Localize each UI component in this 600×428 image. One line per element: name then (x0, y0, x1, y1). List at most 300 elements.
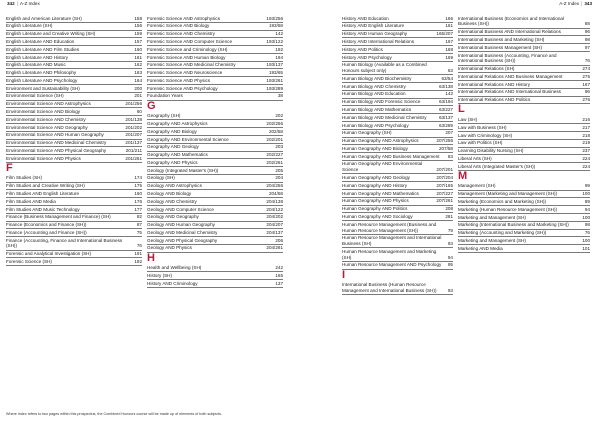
course-name: Film Studies (SH) (6, 175, 42, 181)
course-name: Environment and Sustainability (SH) (6, 85, 80, 91)
index-entry (147, 62, 283, 70)
page-reference: 201/137 (125, 140, 142, 146)
course-name: English and American Literature (SH) (6, 15, 82, 21)
course-name: Environmental Science AND Physics (6, 155, 81, 161)
page-reference: 63/138 (438, 83, 453, 89)
course-name: Human Resource Management and Marketing (SH) (342, 248, 437, 260)
index-entry (6, 258, 142, 266)
page-reference: 93 (447, 288, 453, 294)
course-name: Film Studies AND Media (6, 198, 56, 204)
index-entry (458, 81, 590, 89)
page-reference: 193/261 (266, 77, 283, 83)
index-entry (342, 75, 453, 83)
footnote: Where index refers to two pages within this prospectus, the Combined Honours course will be made up of elements of both subjects. (6, 412, 223, 416)
index-entry (458, 191, 590, 199)
index-entry (147, 198, 283, 206)
section-letter: L (458, 103, 465, 116)
page-reference: 203 (275, 144, 283, 150)
index-entry (342, 130, 453, 138)
index-entry (6, 108, 142, 116)
page-reference: 101 (582, 245, 590, 251)
index-entry (6, 31, 142, 39)
course-name: International Relations AND History (458, 81, 531, 87)
course-name: Management (Marketing and Management (SH)) (458, 191, 558, 197)
index-entry (342, 106, 453, 114)
index-entry (6, 206, 142, 214)
index-entry (342, 153, 453, 161)
index-entry (458, 66, 590, 74)
page-reference: 174 (134, 175, 142, 181)
index-entry (342, 23, 453, 31)
course-name: Forensic Science and Criminology (SH) (147, 46, 228, 52)
index-entry (342, 235, 453, 249)
page-reference: 207/58 (438, 145, 453, 151)
course-name: Geography AND Physics (147, 159, 198, 165)
index-entry (342, 248, 453, 262)
course-name: Human Geography AND Sociology (342, 213, 413, 219)
page-reference: 242 (275, 265, 283, 271)
page-reference: 93 (447, 241, 453, 247)
page-reference: 204 (275, 175, 283, 181)
page-reference: 63/194 (438, 99, 453, 105)
index-entry (147, 229, 283, 237)
index-entry (6, 116, 142, 124)
index-entry (6, 38, 142, 46)
course-name: International Relations AND Politics (458, 97, 531, 103)
index-entry (6, 183, 142, 191)
index-entry (6, 140, 142, 148)
index-entry (342, 190, 453, 198)
index-entry (147, 222, 283, 230)
index-entry (458, 97, 590, 105)
page-reference: 63/289 (438, 122, 453, 128)
course-name: History AND Human Geography (342, 31, 408, 37)
page-reference: 63/227 (438, 106, 453, 112)
page-reference: 194 (275, 54, 283, 60)
page-reference: 94 (447, 254, 453, 260)
course-name: Human Geography AND Astrophysics (342, 138, 419, 144)
page-reference: 207/204 (436, 175, 453, 181)
index-column-1 (6, 15, 142, 266)
right-page-header: A-Z Index | 343 (559, 1, 592, 6)
index-entry (458, 163, 590, 171)
index-entry (147, 214, 283, 222)
course-name: Forensic Science AND Physics (147, 77, 211, 83)
page-reference: 204/58 (268, 191, 283, 196)
course-name: Marketing AND Media (458, 245, 503, 251)
course-name: Human Biology AND Forensic Science (342, 99, 421, 105)
course-name: History AND Politics (342, 46, 383, 52)
course-name: Film Studies and Creative Writing (SH) (6, 183, 85, 189)
page-reference: 208 (445, 206, 453, 212)
course-name: Forensic Science AND Human Biology (147, 54, 226, 60)
page-reference: 202/201 (266, 136, 283, 142)
index-entry (147, 93, 283, 101)
index-entry (342, 62, 453, 76)
right-page-number: 343 (584, 1, 592, 6)
index-entry (458, 15, 590, 29)
course-name: Geography AND Environmental Science (147, 136, 229, 142)
index-entry (342, 221, 453, 235)
course-name: Forensic Science AND Computer Science (147, 38, 233, 44)
course-name: Liberal Arts (Integrated Master's (SH)) (458, 163, 536, 169)
index-entry (458, 222, 590, 230)
index-entry (458, 124, 590, 132)
page-reference: 205 (275, 167, 283, 173)
page-reference: 207/256 (436, 138, 453, 144)
course-name: Human Resource Management AND Psychology (342, 262, 442, 268)
page-reference: 165 (275, 273, 283, 279)
course-name: Geology (Integrated Master's (SH)) (147, 167, 219, 173)
course-name: Environmental Science AND Medicinal Chemistry (6, 140, 107, 146)
page-reference: 193/289 (266, 85, 283, 91)
index-entry (6, 93, 142, 101)
course-name: English Literature AND Music (6, 62, 66, 68)
index-entry (6, 190, 142, 198)
page-reference: 204/256 (266, 183, 283, 189)
page-reference: 201/207 (125, 132, 142, 138)
page-reference: 100 (582, 237, 590, 243)
page-reference: 63/137 (438, 114, 453, 120)
course-name: Finance (Business Management and Finance) (SH) (6, 214, 111, 220)
index-entry (458, 155, 590, 163)
course-name: Human Biology AND Psychology (342, 122, 409, 128)
index-entry (342, 91, 453, 99)
page-reference: 202/227 (266, 152, 283, 158)
index-entry (147, 54, 283, 62)
index-entry (6, 251, 142, 259)
course-name: Geology AND Physics (147, 245, 192, 251)
page-reference: 79 (447, 227, 453, 233)
course-name: International Business (Accounting, Finance and International Business (SH)) (458, 52, 557, 64)
course-name: Human Geography AND Business Management (342, 153, 440, 159)
page-reference: 159 (134, 31, 142, 37)
page-reference: 76 (136, 243, 142, 249)
course-name: Geology AND Geography (147, 214, 199, 220)
page-reference: 164 (134, 77, 142, 83)
course-name: Human Geography AND History (342, 182, 408, 188)
page-reference: 202/58 (268, 128, 283, 134)
index-entry (458, 36, 590, 44)
left-page-header: 342 | A-Z Index (7, 1, 40, 6)
index-entry (6, 124, 142, 132)
course-name: Marketing and Management (SH) (458, 237, 526, 243)
course-name: English Literature AND History (6, 54, 69, 60)
course-name: Marketing (Accounting and Marketing (SH)) (458, 230, 547, 236)
index-entry (6, 46, 142, 54)
page-reference: 204/137 (266, 229, 283, 235)
page-reference: 63 (447, 68, 453, 74)
page-reference: 216 (582, 117, 590, 122)
index-entry (147, 280, 283, 288)
course-name: English Literature AND Film Studies (6, 46, 80, 52)
page-reference: 219 (582, 140, 590, 146)
index-entry (458, 237, 590, 245)
course-name: History AND Criminology (147, 280, 198, 286)
section-letter: M (458, 169, 468, 182)
index-entry (458, 140, 590, 148)
index-entry (147, 265, 283, 273)
page-reference: 202 (275, 113, 283, 119)
index-entry (342, 182, 453, 190)
page-reference: 156 (134, 23, 142, 29)
course-name: Geography AND Astrophysics (147, 120, 208, 126)
left-section-title: A-Z Index (19, 1, 40, 6)
page-reference: 137 (275, 280, 283, 286)
index-entry (6, 175, 142, 183)
course-name: Forensic and Analytical Investigation (SH) (6, 251, 92, 257)
index-entry (6, 198, 142, 206)
index-entry (147, 206, 283, 214)
index-entry (458, 44, 590, 52)
page-reference: 158 (134, 15, 142, 21)
page-reference: 98 (584, 222, 590, 228)
course-name: Environmental Science AND Physical Geography (6, 147, 107, 153)
page-reference: 83 (447, 153, 453, 159)
index-entry (458, 29, 590, 37)
page-reference: 204/207 (266, 222, 283, 228)
page-reference: 193/122 (266, 38, 283, 44)
page-reference: 165/207 (436, 31, 453, 37)
page-reference: 89 (584, 199, 590, 205)
page-reference: 224 (582, 155, 590, 161)
course-name: Environmental Science AND Chemistry (6, 116, 86, 122)
right-section-title: A-Z Index (559, 1, 580, 6)
section-letter: H (147, 251, 155, 264)
course-name: Geology AND Physical Geography (147, 237, 218, 243)
index-entry (342, 206, 453, 214)
index-entry (342, 31, 453, 39)
page-reference: 82 (136, 214, 142, 220)
page-reference: 193/256 (266, 15, 283, 21)
index-entry (342, 114, 453, 122)
page-reference: 175 (134, 183, 142, 189)
course-name: Geology AND Human Geography (147, 222, 215, 228)
section-letter: G (147, 99, 156, 112)
index-entry (458, 116, 590, 124)
section-letter: I (342, 268, 346, 281)
page-reference: 207/261 (436, 198, 453, 204)
index-entry (147, 120, 283, 128)
index-entry (6, 15, 142, 23)
index-entry (147, 152, 283, 160)
course-name: Geography AND Geology (147, 144, 199, 150)
page-reference: 217 (582, 124, 590, 130)
index-entry (147, 113, 283, 121)
page-reference: 206 (275, 237, 283, 243)
course-name: Film Studies AND Music Technology (6, 206, 80, 212)
index-entry (6, 147, 142, 155)
page-reference: 99 (584, 183, 590, 189)
page-reference: 160 (134, 191, 142, 196)
course-name: Human Biology AND Medicinal Chemistry (342, 114, 427, 120)
index-entry (147, 167, 283, 175)
left-page-number: 342 (7, 1, 15, 6)
course-name: Environmental Science AND Human Geography (6, 132, 104, 138)
page-reference: 97 (584, 44, 590, 50)
course-name: Forensic Science AND Psychology (147, 85, 218, 91)
course-name: English Literature AND Education (6, 38, 75, 44)
course-name: Human Biology AND Education (342, 91, 406, 97)
index-entry (6, 132, 142, 140)
page-reference: 192 (134, 259, 142, 265)
index-entry (6, 222, 142, 230)
course-name: Forensic Science AND Astrophysics (147, 15, 221, 21)
course-name: Human Geography (SH) (342, 130, 392, 136)
course-name: Law with Criminology (SH) (458, 132, 513, 138)
course-name: History AND English Literature (342, 23, 405, 29)
index-entry (147, 38, 283, 46)
page-reference: 207/165 (436, 182, 453, 188)
page-reference: 201/211 (125, 147, 142, 153)
index-entry (147, 272, 283, 280)
course-name: Forensic Science AND Medicinal Chemistry (147, 62, 236, 68)
course-name: International Business AND International Relations (458, 29, 561, 35)
page-reference: 96 (584, 29, 590, 35)
course-name: Marketing (Human Resource Management (SH)) (458, 206, 558, 212)
course-name: Geology AND Astrophysics (147, 183, 202, 189)
page-reference: 161 (445, 23, 453, 29)
index-entry (342, 138, 453, 146)
index-entry (147, 159, 283, 167)
course-name: Environmental Science AND Geography (6, 124, 88, 130)
course-name: Forensic Science (SH) (6, 259, 52, 265)
course-name: Human Geography AND Politics (342, 206, 408, 212)
index-entry (458, 206, 590, 214)
course-name: Finance (Economics and Finance (SH)) (6, 222, 87, 228)
index-entry (147, 136, 283, 144)
index-entry (458, 132, 590, 140)
course-name: Forensic Science AND Biology (147, 23, 210, 29)
page-reference: 100 (582, 191, 590, 197)
page-reference: 207/201 (436, 167, 453, 173)
page-reference: 201/138 (125, 116, 142, 122)
page-reference: 160 (134, 46, 142, 52)
index-entry (147, 31, 283, 39)
page-reference: 193/65 (268, 70, 283, 76)
course-name: Foundation Years (147, 93, 183, 99)
index-entry (6, 69, 142, 77)
course-name: English Literature AND Philosophy (6, 70, 77, 76)
page-reference: 201/256 (125, 101, 142, 107)
page-reference: 163 (134, 70, 142, 76)
index-entry (6, 101, 142, 109)
index-entry (458, 245, 590, 253)
index-entry (342, 99, 453, 107)
page-reference: 169 (445, 54, 453, 60)
index-entry (6, 54, 142, 62)
course-name: Geography AND Mathematics (147, 152, 208, 158)
course-name: Geography AND Biology (147, 128, 197, 134)
course-name: Geology AND Computer Science (147, 206, 214, 212)
index-entry (6, 77, 142, 85)
page-reference: 224 (582, 163, 590, 169)
page-reference: 75 (136, 229, 142, 235)
page-reference: 204/261 (266, 245, 283, 251)
page-reference: 76 (584, 230, 590, 236)
index-entry (6, 155, 142, 163)
index-entry (147, 69, 283, 77)
page-reference: 218 (582, 132, 590, 138)
page-reference: 167 (582, 81, 590, 87)
index-entry (147, 23, 283, 31)
page-reference: 94 (584, 206, 590, 212)
course-name: International Relations AND Business Management (458, 73, 563, 79)
course-name: Geography (SH) (147, 113, 181, 119)
page-reference: 142 (445, 91, 453, 97)
course-name: Management (SH) (458, 183, 496, 189)
index-entry (458, 89, 590, 97)
course-name: English Literature and Creative Writing (SH) (6, 31, 96, 37)
page-reference: 192 (275, 46, 283, 52)
page-reference: 193/58 (268, 23, 283, 29)
section-letter: F (6, 161, 13, 174)
page-reference: 201/202 (125, 124, 142, 130)
index-column-2 (147, 15, 283, 288)
course-name: Forensic Science AND Neuroscience (147, 70, 223, 76)
index-entry (458, 52, 590, 66)
index-entry (458, 148, 590, 156)
course-name: International Relations AND International Business (458, 89, 561, 95)
course-name: History AND Education (342, 15, 389, 21)
index-entry (342, 38, 453, 46)
course-name: Law (SH) (458, 117, 478, 122)
course-name: Geology AND Medicinal Chemistry (147, 229, 218, 235)
page-reference: 142 (275, 31, 283, 37)
index-entry (342, 174, 453, 182)
page-reference: 100 (582, 214, 590, 220)
course-name: Law with Business (SH) (458, 124, 507, 130)
course-name: History AND Psychology (342, 54, 392, 60)
course-name: Law with Politics (SH) (458, 140, 503, 146)
course-name: Film Studies AND English Literature (6, 191, 80, 196)
index-entry (147, 183, 283, 191)
course-name: English Literature (SH) (6, 23, 53, 29)
course-name: Geology AND Chemistry (147, 198, 197, 204)
page-reference: 157 (134, 38, 142, 44)
page-reference: 95 (447, 262, 453, 268)
page-reference: 87 (136, 222, 142, 228)
index-entry (342, 83, 453, 91)
course-name: Human Biology AND Chemistry (342, 83, 406, 89)
course-name: International Business (Human Resource Management and International Business (SH)) (342, 282, 437, 294)
course-name: International Business and Marketing (SH) (458, 36, 545, 42)
course-name: Environmental Science (SH) (6, 93, 64, 99)
course-name: Health and Wellbeing (SH) (147, 265, 202, 271)
course-name: Human Biology (Available as a Combined Honours subject only) (342, 62, 427, 74)
index-entry (458, 183, 590, 191)
index-entry (342, 15, 453, 23)
page-reference: 168 (445, 46, 453, 52)
index-entry (342, 198, 453, 206)
index-column-4 (458, 15, 590, 253)
course-name: International Relations (SH) (458, 66, 515, 72)
page-reference: 202/261 (266, 159, 283, 165)
course-name: Liberal Arts (SH) (458, 155, 492, 161)
index-entry (342, 54, 453, 62)
course-name: Geology AND Biology (147, 191, 192, 196)
index-entry (147, 175, 283, 183)
index-entry (6, 23, 142, 31)
course-name: Human Resource Management and International Business (SH) (342, 235, 442, 247)
index-entry (6, 62, 142, 70)
index-entry (147, 46, 283, 54)
course-name: History AND International Relations (342, 38, 415, 44)
page-reference: 207/227 (436, 190, 453, 196)
index-entry (342, 213, 453, 221)
index-entry (147, 237, 283, 245)
course-name: English Literature AND Psychology (6, 77, 78, 83)
